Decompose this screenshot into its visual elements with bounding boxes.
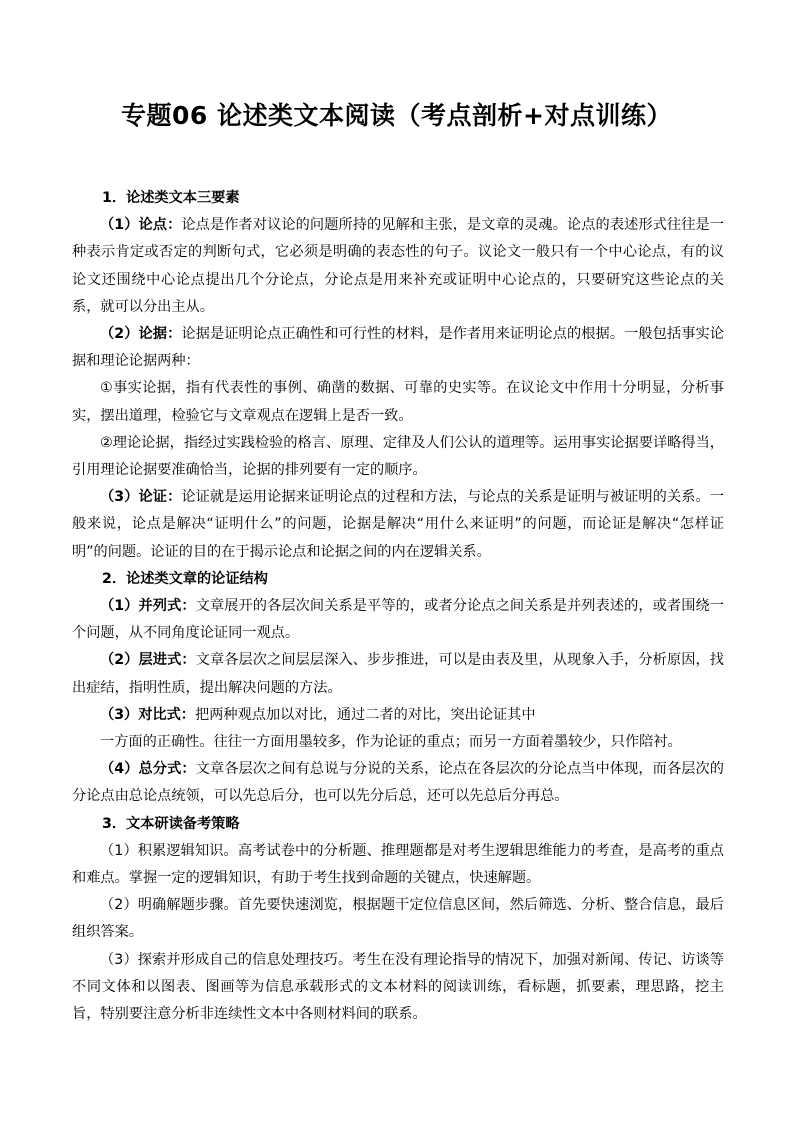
section-1-paragraph-1 — [72, 212, 724, 321]
paragraph-label: （1）并列式： — [100, 598, 196, 615]
paragraph-label: （4）总分式： — [100, 761, 196, 778]
paragraph-text: 论据是证明论点正确性和可行性的材料，是作者用来证明论点的根据。一般包括事实论据和理论论据两种： — [72, 326, 724, 370]
section-1-paragraph-2 — [72, 321, 724, 375]
document-title: 专题06 论述类文本阅读（考点剖析+对点训练） — [121, 101, 672, 130]
section-1-paragraph-3: ①事实论据，指有代表性的事例、确凿的数据、可靠的史实等。在议论文中作用十分明显，分析事实，摆出道理，检验它与文章观点在逻辑上是否一致。 — [72, 380, 724, 424]
paragraph-text: 文章各层次之间层层深入、步步推进，可以是由表及里，从现象入手，分析原因，找出症结，指明性质，提出解决问题的方法。 — [72, 652, 724, 696]
section-2-paragraph-2 — [72, 647, 724, 701]
paragraph-label: （2）论据： — [100, 326, 182, 343]
section-1-paragraph-5 — [72, 484, 724, 566]
paragraph-text: 文章展开的各层次间关系是平等的，或者分论点之间关系是并列表述的，或者围绕一个问题，从不同角度论证同一观点。 — [72, 598, 724, 642]
section-2-heading: 2．论述类文章的论证结构 — [102, 570, 268, 587]
section-2-paragraph-4 — [72, 756, 724, 810]
section-3-paragraph-2: （2）明确解题步骤。首先要快速浏览，根据题干定位信息区间，然后筛选、分析、整合信息，最后组织答案。 — [72, 897, 724, 941]
paragraph-label: （1）论点： — [100, 217, 182, 234]
section-2-paragraph-3-continued: 一方面的正确性。往往一方面用墨较多，作为论证的重点；而另一方面着墨较少，只作陪衬。 — [100, 734, 682, 751]
paragraph-text: 论证就是运用论据来证明论点的过程和方法，与论点的关系是证明与被证明的关系。一般来说，论点是解决“证明什么”的问题，论据是解决“用什么来证明”的问题，而论证是解决“怎样证明”的问题。论证的目的在于揭示论点和论据之间的内在逻辑关系。 — [72, 489, 724, 560]
section-1-paragraph-4: ②理论论据，指经过实践检验的格言、原理、定律及人们公认的道理等。运用事实论据要详略得当，引用理论论据要准确恰当，论据的排列要有一定的顺序。 — [72, 434, 724, 479]
section-3-paragraph-3: （3）探索并形成自己的信息处理技巧。考生在没有理论指导的情况下，加强对新闻、传记、访谈等不同文体和以图表、图画等为信息承载形式的文本材料的阅读训练，看标题，抓要素，理思路，挖主旨，特别要注意分析非连续性文本中各则材料间的联系。 — [72, 951, 724, 1023]
section-2-paragraph-1 — [72, 593, 724, 647]
paragraph-text: 论点是作者对议论的问题所持的见解和主张，是文章的灵魂。论点的表述形式往往是一种表示肯定或否定的判断句式，它必须是明确的表态性的句子。议论文一般只有一个中心论点，有的议论文还围绕中心论点提出几个分论点，分论点是用来补充或证明中心论点的，只要研究这些论点的关系，就可以分出主从。 — [72, 217, 724, 315]
paragraph-label: （3）论证： — [100, 489, 182, 506]
paragraph-label: （3）对比式： — [100, 706, 195, 723]
paragraph-label: （2）层进式： — [100, 652, 196, 669]
paragraph-text: 把两种观点加以对比，通过二者的对比，突出论证其中 — [195, 706, 536, 723]
section-2-paragraph-3 — [72, 702, 724, 729]
section-1-heading: 1．论述类文本三要素 — [102, 190, 240, 206]
paragraph-text: 文章各层次之间有总说与分说的关系，论点在各层次的分论点当中体现，而各层次的分论点由总论点统领，可以先总后分，也可以先分后总，还可以先总后分再总。 — [72, 761, 724, 805]
document-body — [72, 185, 724, 1028]
section-3-paragraph-1: （1）积累逻辑知识。高考试卷中的分析题、推理题都是对考生逻辑思维能力的考查，是高考的重点和难点。掌握一定的逻辑知识，有助于考生找到命题的关键点，快速解题。 — [72, 842, 724, 887]
section-3-heading: 3．文本研读备考策略 — [102, 815, 240, 832]
